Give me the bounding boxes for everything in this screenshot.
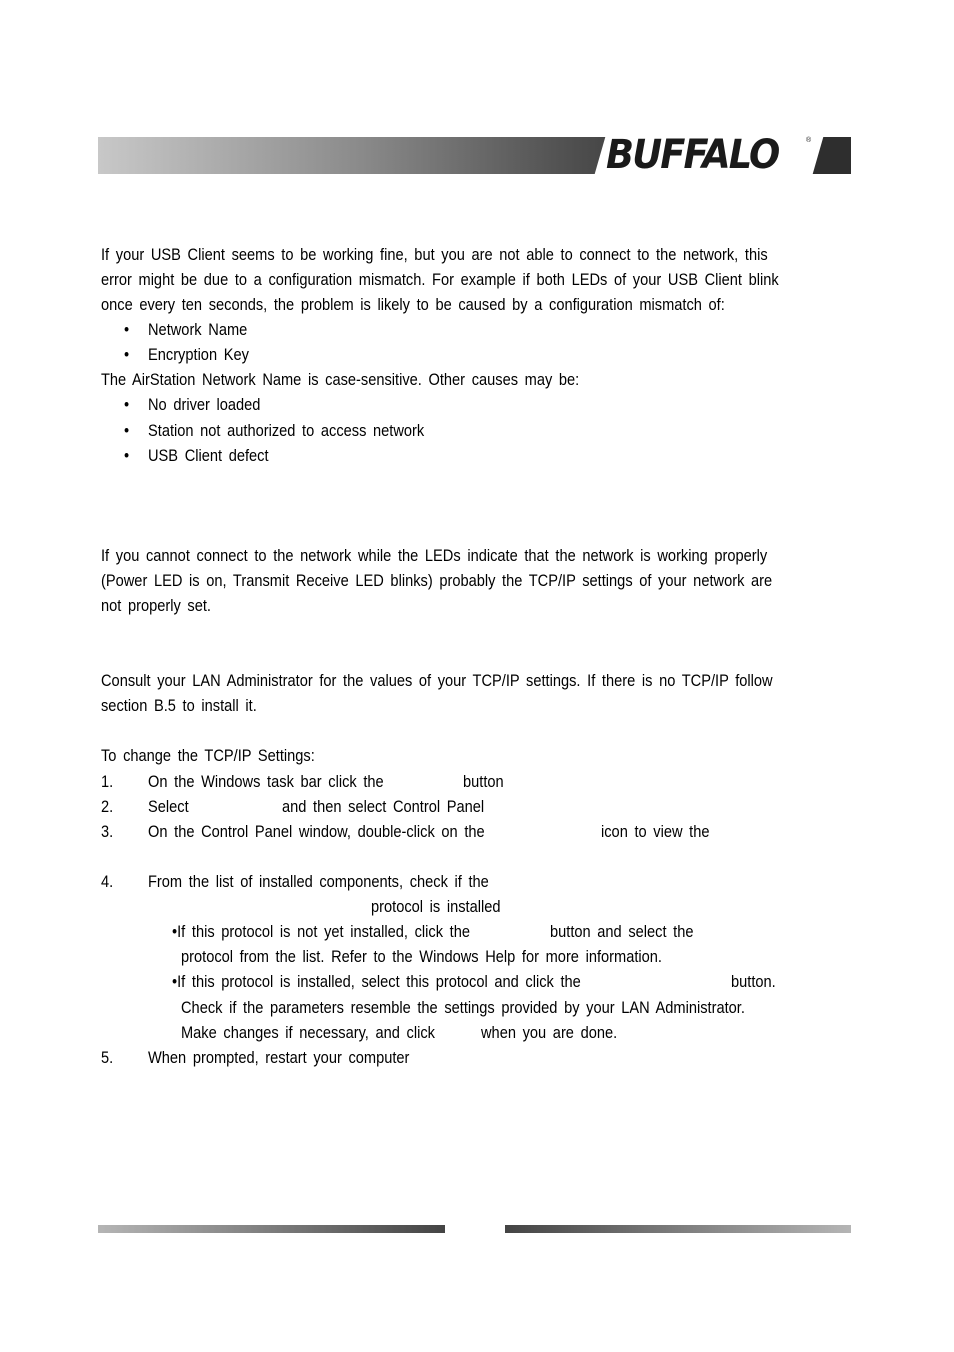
- bullet-dot: •: [124, 446, 130, 465]
- section3-para-line: Consult your LAN Administrator for the values of your TCP/IP settings. If there is no TCP/IP follow: [101, 671, 773, 690]
- step-number: 2.: [101, 797, 114, 816]
- step-text: On the Control Panel window, double-click on the: [148, 822, 485, 841]
- step-number: 3.: [101, 822, 114, 841]
- sub-step-text: button and select the: [550, 922, 694, 941]
- step-text: protocol is installed: [371, 897, 501, 916]
- registered-mark: ®: [806, 137, 812, 144]
- section1-para-line: once every ten seconds, the problem is likely to be caused by a configuration mismatch of:: [101, 295, 725, 314]
- bullet-dot: •: [124, 345, 130, 364]
- bullet-item: USB Client defect: [148, 446, 269, 465]
- section2-para-line: If you cannot connect to the network while the LEDs indicate that the network is working properly: [101, 546, 768, 565]
- sub-step-text: Check if the parameters resemble the settings provided by your LAN Administrator.: [181, 998, 745, 1017]
- sub-step-text: when you are done.: [481, 1023, 618, 1042]
- steps-intro: To change the TCP/IP Settings:: [101, 746, 315, 765]
- bullet-item: Network Name: [148, 320, 248, 339]
- bullet-dot: •: [124, 395, 130, 414]
- bullet-item: Encryption Key: [148, 345, 249, 364]
- sub-step-text: •If this protocol is installed, select this protocol and click the: [172, 972, 581, 991]
- step-text: When prompted, restart your computer: [148, 1048, 410, 1067]
- section1-para-line: error might be due to a configuration mismatch. For example if both LEDs of your USB Client blink: [101, 270, 779, 289]
- bullet-item: No driver loaded: [148, 395, 261, 414]
- bullet-dot: •: [124, 320, 130, 339]
- section2-para-line: not properly set.: [101, 596, 211, 615]
- step-number: 4.: [101, 872, 114, 891]
- step-text: On the Windows task bar click the: [148, 772, 384, 791]
- footer-bar-left: [98, 1225, 445, 1233]
- step-text: Select: [148, 797, 189, 816]
- section3-para-line: section B.5 to install it.: [101, 696, 257, 715]
- sub-step-text: Make changes if necessary, and click: [181, 1023, 435, 1042]
- case-note: The AirStation Network Name is case-sensitive. Other causes may be:: [101, 370, 580, 389]
- step-number: 5.: [101, 1048, 114, 1067]
- brand-logo: BUFFALO: [606, 132, 779, 178]
- section2-para-line: (Power LED is on, Transmit Receive LED blinks) probably the TCP/IP settings of your network are: [101, 571, 773, 590]
- step-number: 1.: [101, 772, 114, 791]
- sub-step-text: button.: [731, 972, 776, 991]
- step-text: and then select Control Panel: [282, 797, 485, 816]
- bullet-item: Station not authorized to access network: [148, 421, 425, 440]
- footer-bar-right: [505, 1225, 851, 1233]
- step-text: button: [463, 772, 504, 791]
- step-text: From the list of installed components, check if the: [148, 872, 489, 891]
- step-text: icon to view the: [601, 822, 710, 841]
- sub-step-text: protocol from the list. Refer to the Windows Help for more information.: [181, 947, 662, 966]
- sub-step-text: •If this protocol is not yet installed, click the: [172, 922, 470, 941]
- bullet-dot: •: [124, 421, 130, 440]
- section1-para-line: If your USB Client seems to be working fine, but you are not able to connect to the network, this: [101, 245, 768, 264]
